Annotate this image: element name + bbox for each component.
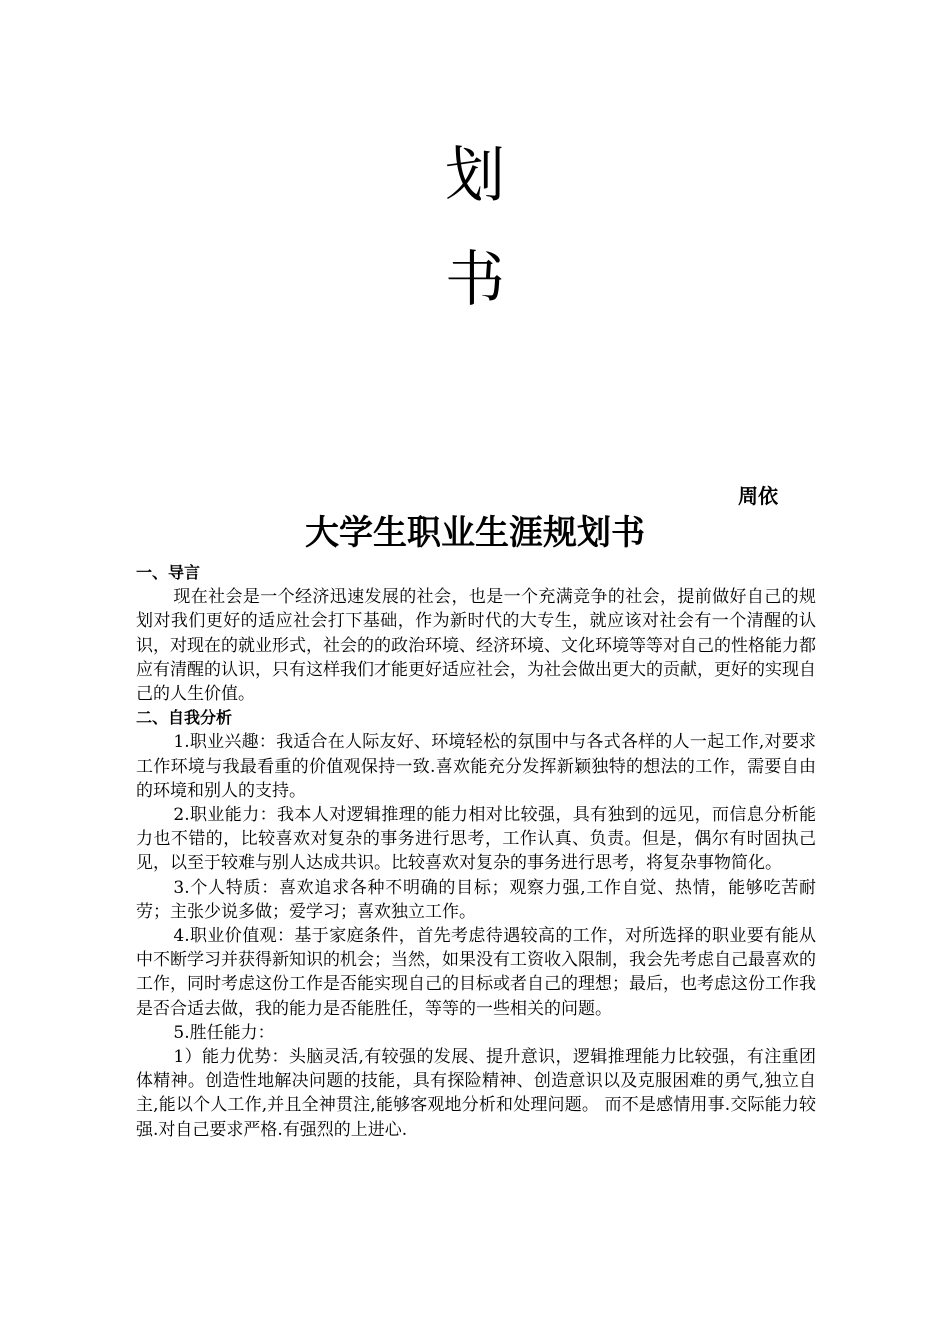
paragraph-career-ability: 2.职业能力：我本人对逻辑推理的能力相对比较强，具有独到的远见，而信息分析能力也不错的，比较喜欢对复杂的事务进行思考，工作认真、负责。但是，偶尔有时固执己见，以至于较难与别人达成共识。比较喜欢对复杂的事务进行思考，将复杂事物简化。 — [136, 805, 816, 874]
section-heading-self-analysis: 二、自我分析 — [136, 708, 233, 728]
paragraph-career-values: 4.职业价值观：基于家庭条件，首先考虑待遇较高的工作，对所选择的职业要有能从中不断学习并获得新知识的机会；当然，如果没有工资收入限制，我会先考虑自己最喜欢的工作，同时考虑这份工作是否能实现自己的目标或者自己的理想；最后，也考虑这份工作我是否合适去做，我的能力是否能胜任，等等的一些相关的问题。 — [136, 926, 816, 1019]
document-title: 大学生职业生涯规划书 — [305, 513, 645, 553]
paragraph-competency: 5.胜任能力： — [173, 1022, 275, 1043]
paragraph-career-interest: 1.职业兴趣：我适合在人际友好、环境轻松的氛围中与各式各样的人一起工作,对要求工作环境与我最看重的价值观保持一致.喜欢能充分发挥新颖独特的想法的工作，需要自由的环境和别人的支持。 — [136, 732, 816, 801]
document-body — [136, 561, 816, 1142]
cover-title-char: 书 — [445, 245, 505, 315]
author-name: 周依 — [738, 484, 778, 508]
paragraph-personal-traits: 3.个人特质：喜欢追求各种不明确的目标；观察力强,工作自觉、热情，能够吃苦耐劳；主张少说多做；爱学习；喜欢独立工作。 — [136, 877, 816, 922]
intro-paragraph: 现在社会是一个经济迅速发展的社会，也是一个充满竞争的社会，提前做好自己的规划对我们更好的适应社会打下基础，作为新时代的大专生，就应该对社会有一个清醒的认识，对现在的就业形式，社会的的政治环境、经济环境、文化环境等等对自己的性格能力都应有清醒的认识，只有这样我们才能更好适应社会，为社会做出更大的贡献，更好的实现自己的人生价值。 — [136, 587, 816, 705]
paragraph-ability-strengths: 1）能力优势：头脑灵活,有较强的发展、提升意识，逻辑推理能力比较强，有注重团体精神。创造性地解决问题的技能，具有探险精神、创造意识以及克服困难的勇气,独立自主,能以个人工作,并且全神贯注,能够客观地分析和处理问题。 而不是感情用事.交际能力较强.对自己要求严格.有强烈的上进心. — [136, 1047, 816, 1140]
cover-title-char: 划 — [445, 141, 505, 211]
section-heading-intro: 一、导言 — [136, 563, 201, 582]
